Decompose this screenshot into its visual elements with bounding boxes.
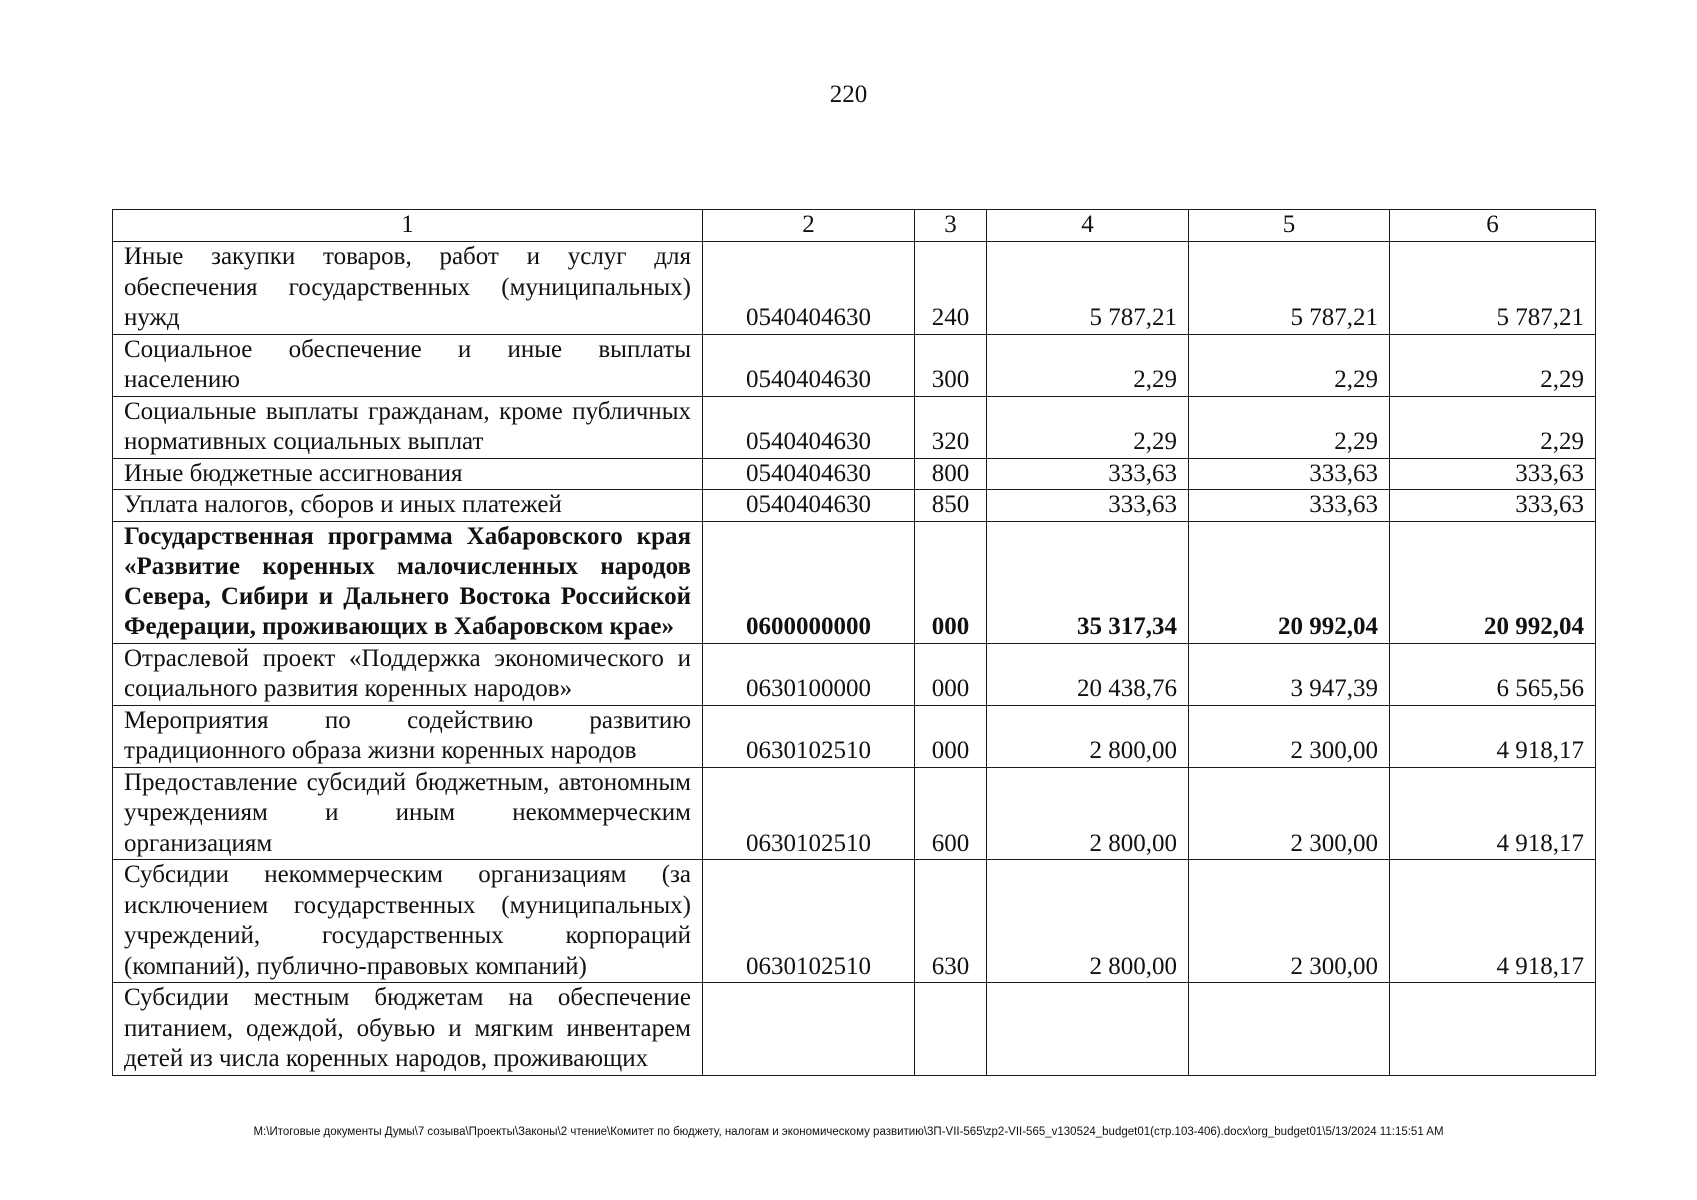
expense-type-cell: 300 [915, 334, 987, 396]
table-row [113, 242, 1596, 335]
table-row [113, 983, 1596, 1076]
amount-col5-cell [1189, 983, 1390, 1076]
page-number: 220 [829, 81, 868, 108]
expense-type-cell: 000 [915, 521, 987, 643]
amount-col4-cell: 333,63 [987, 490, 1189, 522]
amount-col6-cell: 333,63 [1390, 458, 1596, 490]
amount-col4-cell: 5 787,21 [987, 242, 1189, 335]
amount-col4-cell: 35 317,34 [987, 521, 1189, 643]
amount-col6-cell: 4 918,17 [1390, 705, 1596, 767]
expense-type-cell: 320 [915, 396, 987, 458]
amount-col5-cell: 5 787,21 [1189, 242, 1390, 335]
amount-col6-cell: 20 992,04 [1390, 521, 1596, 643]
column-header: 4 [987, 210, 1189, 242]
column-header: 2 [703, 210, 915, 242]
amount-col4-cell: 2,29 [987, 334, 1189, 396]
target-code-cell [703, 983, 915, 1076]
amount-col6-cell: 4 918,17 [1390, 767, 1596, 860]
table-row [113, 860, 1596, 983]
amount-col5-cell: 20 992,04 [1189, 521, 1390, 643]
target-code-cell: 0540404630 [703, 490, 915, 522]
amount-col5-cell: 2 300,00 [1189, 705, 1390, 767]
file-path-footer: M:\Итоговые документы Думы\7 созыва\Проекты\Законы\2 чтение\Комитет по бюджету, налогам и экономическому развитию\3П-VII-565\zp2-VII-565_v130524_budget01(стр.103-406).docx\org_budget01\5/13/2024 11:15:51 AM [253, 1126, 1444, 1138]
expense-type-cell: 600 [915, 767, 987, 860]
amount-col5-cell: 3 947,39 [1189, 643, 1390, 705]
item-name-cell: Мероприятия по содействию развитию традиционного образа жизни коренных народов [113, 705, 703, 767]
expense-type-cell: 800 [915, 458, 987, 490]
column-header: 6 [1390, 210, 1596, 242]
budget-table [112, 209, 1596, 1076]
amount-col5-cell: 2,29 [1189, 396, 1390, 458]
amount-col4-cell: 2 800,00 [987, 860, 1189, 983]
target-code-cell: 0540404630 [703, 458, 915, 490]
amount-col4-cell: 2,29 [987, 396, 1189, 458]
column-header: 1 [113, 210, 703, 242]
target-code-cell: 0600000000 [703, 521, 915, 643]
expense-type-cell: 000 [915, 705, 987, 767]
item-name-cell: Субсидии некоммерческим организациям (за исключением государственных (муниципальных) учреждений, государственных корпораций (компаний), публично-правовых компаний) [113, 860, 703, 983]
target-code-cell: 0540404630 [703, 334, 915, 396]
target-code-cell: 0540404630 [703, 242, 915, 335]
expense-type-cell [915, 983, 987, 1076]
amount-col5-cell: 2 300,00 [1189, 860, 1390, 983]
table-row [113, 767, 1596, 860]
column-header: 5 [1189, 210, 1390, 242]
item-name-cell: Государственная программа Хабаровского края «Развитие коренных малочисленных народов Севера, Сибири и Дальнего Востока Российской Федерации, проживающих в Хабаровском крае» [113, 521, 703, 643]
amount-col6-cell [1390, 983, 1596, 1076]
amount-col4-cell: 2 800,00 [987, 767, 1189, 860]
expense-type-cell: 630 [915, 860, 987, 983]
item-name-cell: Иные бюджетные ассигнования [113, 458, 703, 490]
amount-col6-cell: 4 918,17 [1390, 860, 1596, 983]
amount-col4-cell: 20 438,76 [987, 643, 1189, 705]
table-row [113, 396, 1596, 458]
item-name-cell: Предоставление субсидий бюджетным, автономным учреждениям и иным некоммерческим организациям [113, 767, 703, 860]
amount-col6-cell: 2,29 [1390, 334, 1596, 396]
target-code-cell: 0630100000 [703, 643, 915, 705]
amount-col4-cell: 333,63 [987, 458, 1189, 490]
amount-col6-cell: 333,63 [1390, 490, 1596, 522]
amount-col4-cell: 2 800,00 [987, 705, 1189, 767]
amount-col5-cell: 333,63 [1189, 490, 1390, 522]
target-code-cell: 0630102510 [703, 767, 915, 860]
expense-type-cell: 240 [915, 242, 987, 335]
item-name-cell: Социальное обеспечение и иные выплаты населению [113, 334, 703, 396]
expense-type-cell: 850 [915, 490, 987, 522]
target-code-cell: 0630102510 [703, 705, 915, 767]
amount-col6-cell: 5 787,21 [1390, 242, 1596, 335]
table-row [113, 334, 1596, 396]
item-name-cell: Уплата налогов, сборов и иных платежей [113, 490, 703, 522]
amount-col4-cell [987, 983, 1189, 1076]
amount-col6-cell: 2,29 [1390, 396, 1596, 458]
amount-col5-cell: 2 300,00 [1189, 767, 1390, 860]
item-name-cell: Отраслевой проект «Поддержка экономического и социального развития коренных народов» [113, 643, 703, 705]
item-name-cell: Иные закупки товаров, работ и услуг для обеспечения государственных (муниципальных) нужд [113, 242, 703, 335]
table-header-row [113, 210, 1596, 242]
table-row [113, 490, 1596, 522]
amount-col5-cell: 2,29 [1189, 334, 1390, 396]
expense-type-cell: 000 [915, 643, 987, 705]
table-row [113, 521, 1596, 643]
column-header: 3 [915, 210, 987, 242]
target-code-cell: 0630102510 [703, 860, 915, 983]
amount-col6-cell: 6 565,56 [1390, 643, 1596, 705]
target-code-cell: 0540404630 [703, 396, 915, 458]
item-name-cell: Социальные выплаты гражданам, кроме публичных нормативных социальных выплат [113, 396, 703, 458]
table-row [113, 643, 1596, 705]
amount-col5-cell: 333,63 [1189, 458, 1390, 490]
table-row [113, 458, 1596, 490]
item-name-cell: Субсидии местным бюджетам на обеспечение питанием, одеждой, обувью и мягким инвентарем детей из числа коренных народов, проживающих [113, 983, 703, 1076]
table-row [113, 705, 1596, 767]
